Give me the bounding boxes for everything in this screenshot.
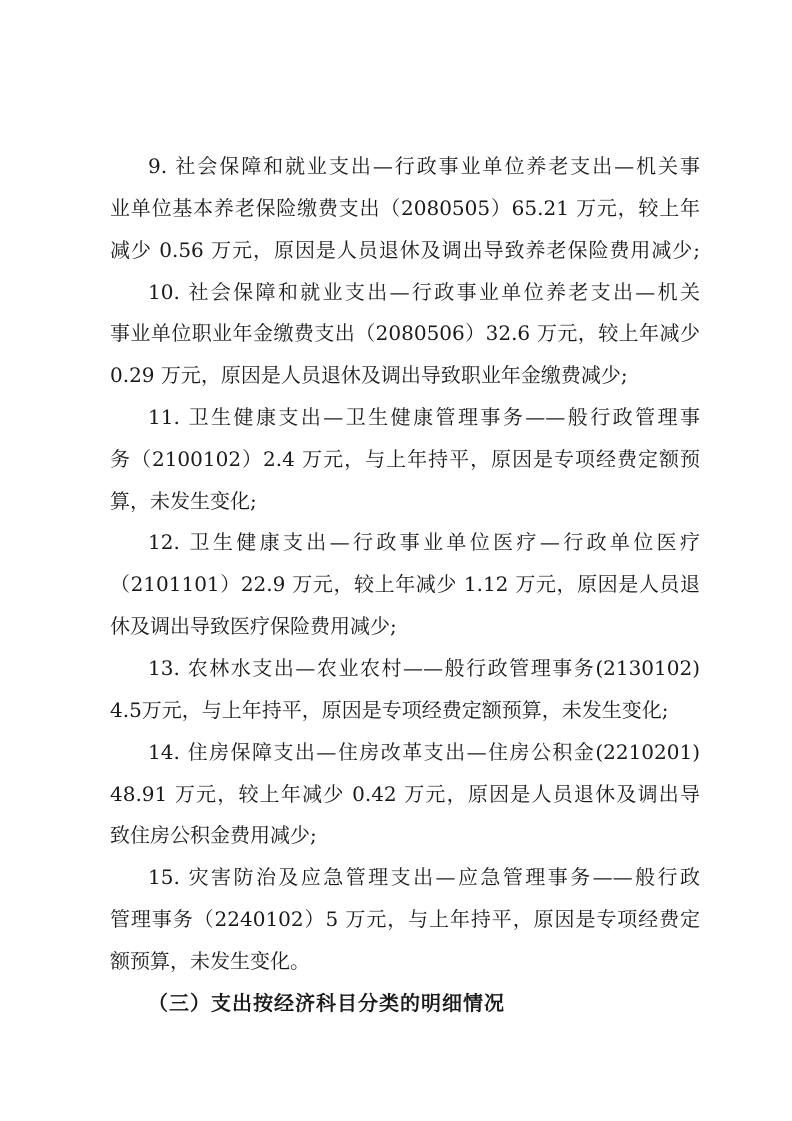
paragraph-line: 务（2100102）2.4 万元，与上年持平，原因是专项经费定额预: [110, 447, 700, 471]
paragraph-line: 额预算，未发生变化。: [110, 949, 310, 973]
paragraph-line: 48.91 万元，较上年减少 0.42 万元，原因是人员退休及调出导: [110, 782, 700, 806]
paragraph-line: 12. 卫生健康支出—行政事业单位医疗—行政单位医疗: [148, 530, 700, 554]
paragraph-line: 15. 灾害防治及应急管理支出—应急管理事务——般行政: [148, 865, 700, 889]
paragraph-line: 管理事务（2240102）5 万元，与上年持平，原因是专项经费定: [110, 907, 700, 931]
paragraph-line: 事业单位职业年金缴费支出（2080506）32.6 万元，较上年减少: [110, 321, 700, 345]
paragraph-line: 11. 卫生健康支出—卫生健康管理事务——般行政管理事: [148, 405, 700, 429]
paragraph-line: 14. 住房保障支出—住房改革支出—住房公积金(2210201): [148, 740, 700, 764]
paragraph-line: 减少 0.56 万元，原因是人员退休及调出导致养老保险费用减少;: [110, 238, 700, 262]
paragraph-line: 致住房公积金费用减少;: [110, 823, 317, 847]
paragraph-line: 业单位基本养老保险缴费支出（2080505）65.21 万元，较上年: [110, 196, 700, 220]
paragraph-line: 算，未发生变化;: [110, 489, 257, 513]
paragraph-line: （2101101）22.9 万元，较上年减少 1.12 万元，原因是人员退: [110, 572, 700, 596]
paragraph-line: 休及调出导致医疗保险费用减少;: [110, 614, 397, 638]
paragraph-line: 10. 社会保障和就业支出—行政事业单位养老支出—机关: [148, 280, 700, 304]
paragraph-line: 4.5万元，与上年持平，原因是专项经费定额预算，未发生变化;: [110, 698, 669, 722]
paragraph-line: 13. 农林水支出—农业农村——般行政管理事务(2130102): [148, 656, 700, 680]
paragraph-line: 0.29 万元，原因是人员退休及调出导致职业年金缴费减少;: [110, 363, 628, 387]
section-heading: （三）支出按经济科目分类的明细情况: [148, 991, 505, 1015]
paragraph-line: 9. 社会保障和就业支出—行政事业单位养老支出—机关事: [148, 154, 700, 178]
